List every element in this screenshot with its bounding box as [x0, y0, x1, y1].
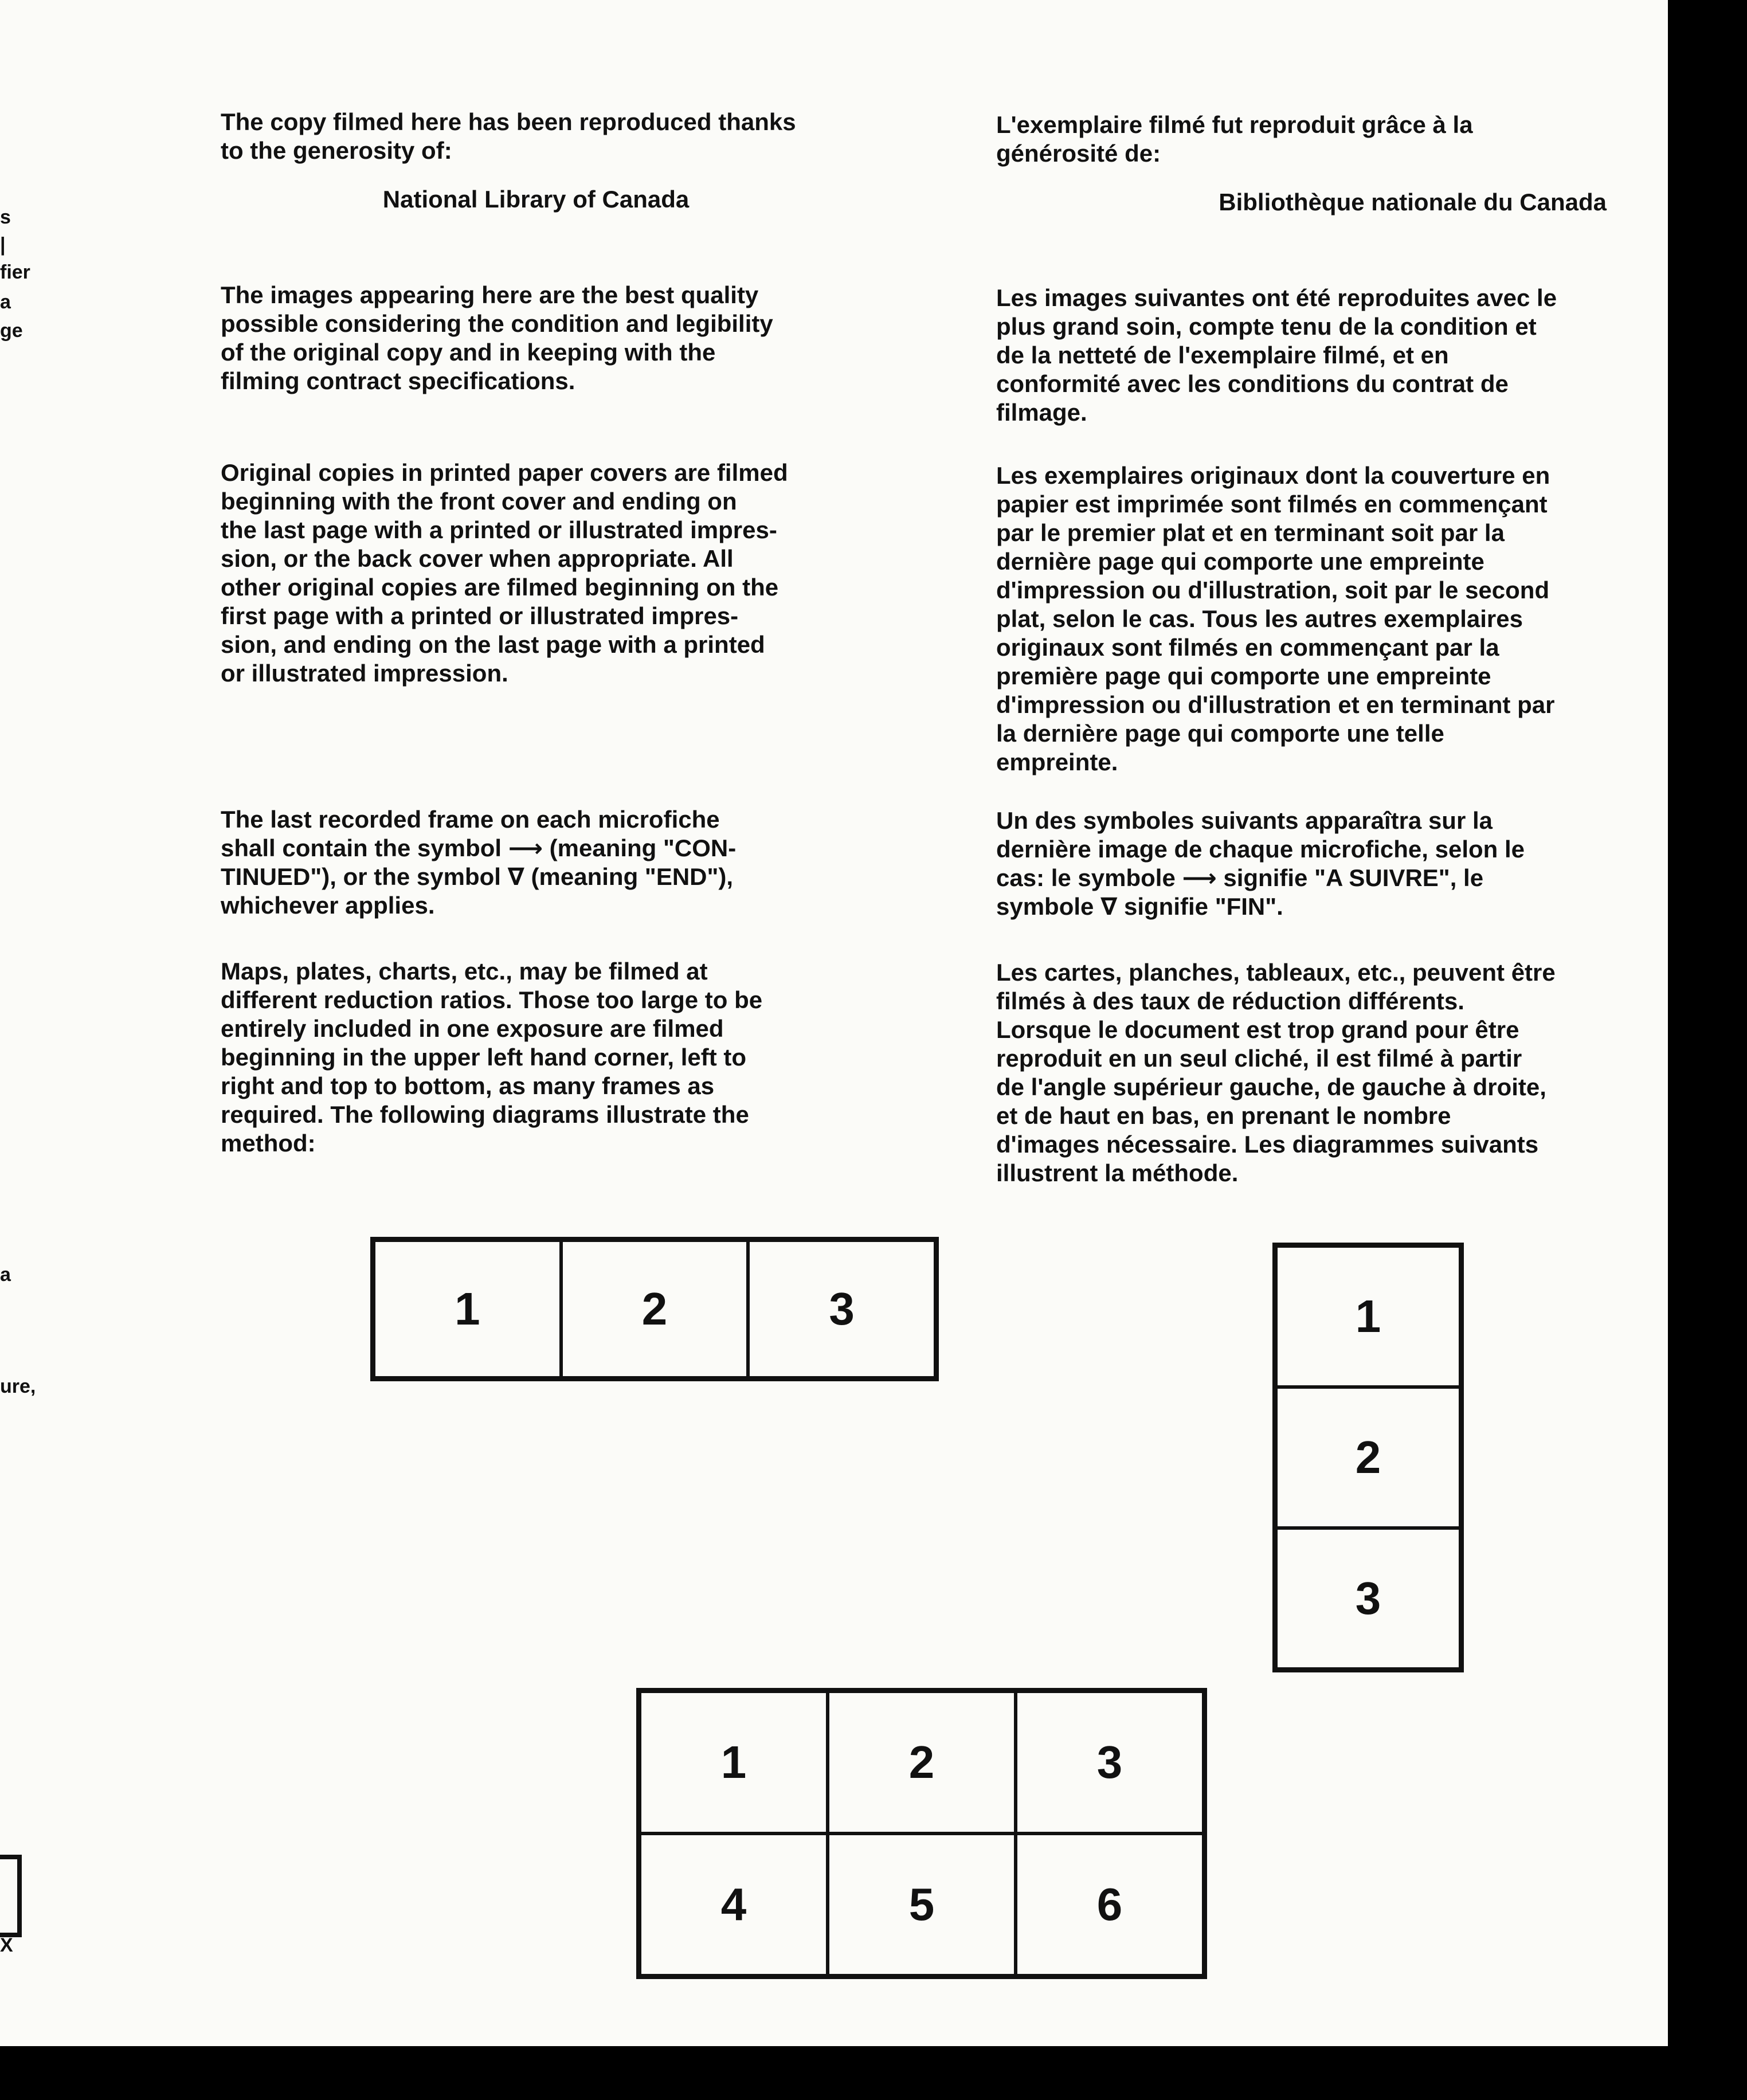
strip-fragment: a [0, 291, 11, 313]
frame-cell: 3 [1276, 1528, 1460, 1669]
strip-fragment: | [0, 234, 6, 256]
strip-box-fragment [0, 1855, 22, 1937]
english-intro [221, 108, 851, 165]
strip-fragment: a [0, 1264, 11, 1286]
diagram-grid [636, 1688, 1207, 1979]
french-intro [996, 111, 1627, 168]
english-institution-text: National Library of Canada [382, 186, 690, 213]
french-paragraph-3 [996, 806, 1644, 921]
frame-cell: 1 [374, 1240, 561, 1378]
strip-fragment: ge [0, 320, 23, 342]
english-paragraph-3 [221, 805, 851, 920]
frame-cell: 2 [561, 1240, 749, 1378]
french-paragraph-2-text: Les exemplaires originaux dont la couverture en papier est imprimée sont filmés en commençant par le premier plat et en terminant soit par la dernière page qui comporte une empreinte d'impression ou d'illustration, soit par le second plat, selon le cas. Tous les autres exemplaires originaux sont filmés en commençant par la première page qui comporte une empreinte d'impression ou d'illustration et en terminant par la dernière page qui comporte une telle empreinte. [996, 462, 1555, 775]
french-paragraph-1-text: Les images suivantes ont été reproduites avec le plus grand soin, compte tenu de la condition et de la netteté de l'exemplaire filmé, et en conformité avec les conditions du contrat de filmage. [996, 284, 1557, 426]
document-page [120, 0, 1668, 2046]
english-paragraph-3-text: The last recorded frame on each microfiche shall contain the symbol ⟶ (meaning "CON- TINUED"), or the symbol ∇ (meaning "END"), whichever applies. [221, 806, 737, 919]
diagram-horizontal [370, 1237, 939, 1381]
strip-fragment: fier [0, 261, 30, 283]
adjacent-page-strip [0, 0, 120, 2046]
frame-cell: 3 [748, 1240, 935, 1378]
french-institution [996, 188, 1607, 217]
english-paragraph-1-text: The images appearing here are the best quality possible considering the condition and legibility of the original copy and in keeping with the filming contract specifications. [221, 281, 773, 394]
french-institution-text: Bibliothèque nationale du Canada [1219, 189, 1607, 216]
french-paragraph-1 [996, 284, 1644, 427]
english-paragraph-4-text: Maps, plates, charts, etc., may be filmed at different reduction ratios. Those too large to be entirely included in one exposure are filmed beginning in the upper left hand corner, left to right and top to bottom, as many frames as required. The following diagrams illustrate the method: [221, 958, 763, 1157]
frame-cell: 6 [1016, 1833, 1204, 1976]
frame-cell: 2 [1276, 1387, 1460, 1528]
french-paragraph-2 [996, 461, 1644, 777]
english-paragraph-2 [221, 459, 851, 688]
french-intro-text: L'exemplaire filmé fut reproduit grâce à la générosité de: [996, 111, 1473, 167]
strip-fragment: X [0, 1934, 13, 1956]
strip-fragment: s [0, 206, 11, 228]
frame-cell: 5 [828, 1833, 1016, 1976]
english-paragraph-4 [221, 957, 851, 1158]
frame-cell: 4 [640, 1833, 828, 1976]
french-paragraph-3-text: Un des symboles suivants apparaîtra sur la dernière image de chaque microfiche, selon le cas: le symbole ⟶ signifie "A SUIVRE", le symbole ∇ signifie "FIN". [996, 807, 1525, 920]
diagram-vertical [1272, 1243, 1464, 1672]
frame-cell: 1 [640, 1691, 828, 1833]
english-paragraph-2-text: Original copies in printed paper covers are filmed beginning with the front cover and ending on the last page with a printed or illustrated impres- sion, or the back cover when appropriate. All other original copies are filmed beginning on the first page with a printed or illustrated impres- sion, and ending on the last page with a printed or illustrated impression. [221, 459, 788, 687]
french-paragraph-4 [996, 958, 1644, 1188]
english-institution [221, 185, 851, 214]
strip-fragment: ure, [0, 1376, 36, 1397]
english-intro-text: The copy filmed here has been reproduced thanks to the generosity of: [221, 108, 796, 164]
frame-cell: 2 [828, 1691, 1016, 1833]
french-paragraph-4-text: Les cartes, planches, tableaux, etc., peuvent être filmés à des taux de réduction différents. Lorsque le document est trop grand pour être reproduit en un seul cliché, il est filmé à partir de l'angle supérieur gauche, de gauche à droite, et de haut en bas, en prenant le nombre d'images nécessaire. Les diagrammes suivants illustrent la méthode. [996, 959, 1556, 1186]
frame-cell: 3 [1016, 1691, 1204, 1833]
english-paragraph-1 [221, 281, 851, 395]
frame-cell: 1 [1276, 1246, 1460, 1387]
